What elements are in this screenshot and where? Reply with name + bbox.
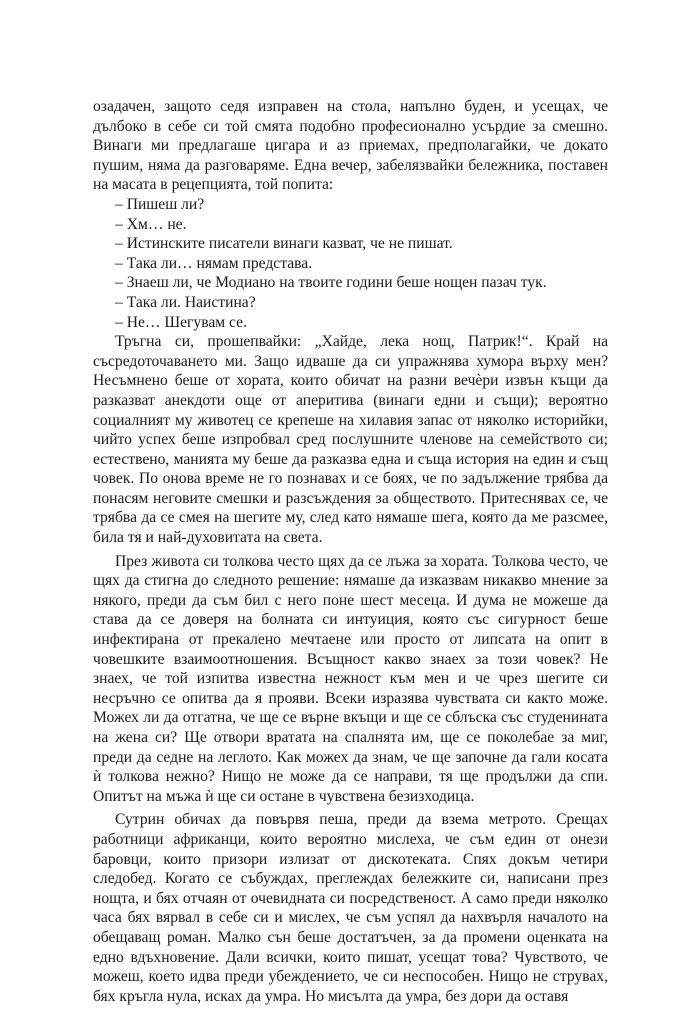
paragraph-misjudging-people: През живота си толкова често щях да се лъжа за хората. Толкова често, че щях да стигна до следното решение: нямаше да изказвам никакво мнение за някого, преди да съм бил с него поне шест месеца. И дума не можеше да става да се доверя на болната си интуиция, която със сигурност беше инфектирана от прекалено мечтаене или просто от липсата на опит в човешките взаимоотношения. Всъщност какво знаех за този човек? Не знаех, че той изпитва известна нежност към мен и че чрез шегите си несръчно се опитва да я прояви. Всеки изразява чувствата си както може. Можех ли да отгатна, че ще се върне вкъщи и ще се сблъска със студенината на жена си? Ще отвори вратата на спалнята им, ще се поколебае за миг, преди да седне на леглото. Как можех да знам, че ще започне да гали косата ѝ толкова нежно? Нищо не може да се направи, тя ще продължи да спи. Опитът на мъжа ѝ ще си остане в чувствена безизходица.: [93, 552, 608, 805]
paragraph-departure: Тръгна си, прошепвайки: „Хайде, лека нощ, Патрик!“. Край на съсредоточаването ми. Защо идваше да си упражнява хумора върху мен? Несъмнено беше от хората, които обичат на разни вечѐри извън къщи да разказват анекдоти още от аперитива (винаги едни и същи); вероятно социалният му животец се крепеше на хилавия запас от няколко историйки, чийто успех беше изпробвал сред послушните членове на семейството си; естествено, манията му беше да разказва една и съща история на един и същ човек. По онова време не го познавах и се боях, че по задължение трябва да понасям неговите смешки и разсъждения за обществото. Притеснявах се, че трябва да се смея на шегите му, след като нямаше шега, която да ме разсмее, била тя и най-духовитата на света.: [93, 333, 608, 547]
paragraph-continuation: озадачен, защото седя изправен на стола, напълно буден, и усещах, че дълбоко в себе си той смята подобно професионално усърдие за смешно. Винаги ми предлагаше цигара и аз приемах, предполагайки, че докато пушим, няма да разговаряме. Една вечер, забелязвайки бележника, поставен на масата в рецепцията, той попита:: [93, 98, 608, 194]
dialogue-line: – Пишеш ли?: [115, 195, 205, 213]
dialogue-line: – Хм… не.: [115, 215, 187, 233]
dialogue-block: [93, 195, 608, 332]
dialogue-line: – Истинските писатели винаги казват, че не пишат.: [115, 235, 453, 253]
dialogue-line: – Не… Шегувам се.: [115, 313, 247, 331]
dialogue-line: – Така ли… нямам представа.: [115, 254, 313, 272]
dialogue-line: – Знаеш ли, че Модиано на твоите години беше нощен пазач тук.: [115, 274, 547, 292]
page-text: [93, 97, 608, 1006]
dialogue-line: – Така ли. Наистина?: [115, 293, 256, 311]
paragraph-mornings: Сутрин обичах да повървя пеша, преди да взема метрото. Срещах работници африканци, които вероятно мислеха, че съм един от онези баровци, които призори излизат от дискотеката. Спях докъм четири следобед. Когато се събуждах, преглеждах бележките си, написани през нощта, и бях отчаян от очевидната си посредственост. А само преди няколко часа бях вярвал в себе си и мислех, че съм успял да нахвърля началото на обещаващ роман. Малко сън беше достатъчен, за да промени оценката на едно вдъхновение. Дали всички, които пишат, усещат това? Чувството, че можеш, което идва преди убеждението, че си неспособен. Нищо не струвах, бях кръгла нула, исках да умра. Но мисълта да умра, без дори да оставя: [93, 811, 608, 1005]
